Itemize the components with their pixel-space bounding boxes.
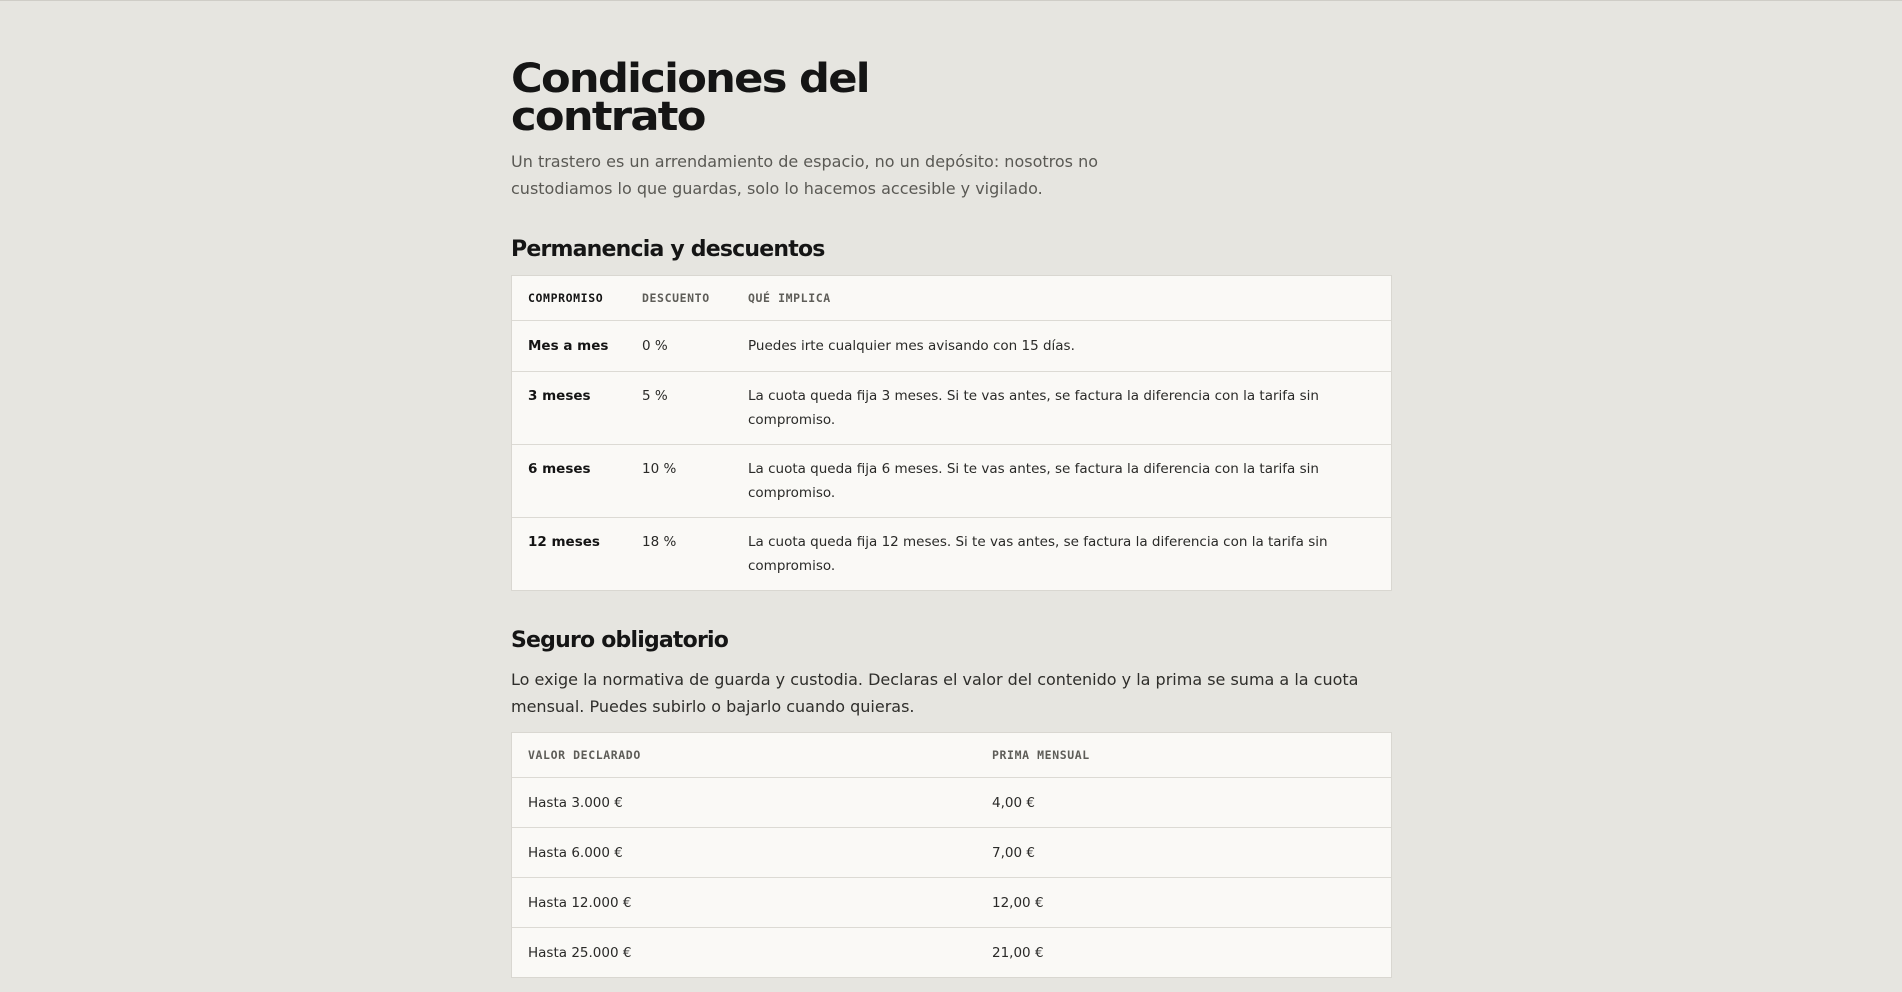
table-header-row	[512, 733, 1391, 778]
discount-cell: 18 %	[642, 534, 677, 550]
intro-text: Un trastero es un arrendamiento de espacio, no un depósito: nosotros no custodiamos lo que guardas, solo lo hacemos accesible y vigilado.	[511, 152, 1098, 198]
insurance-title: Seguro obligatorio	[511, 628, 729, 653]
table-row	[512, 928, 1391, 978]
commitment-cell: 12 meses	[528, 534, 600, 550]
premium-cell: 21,00 €	[992, 944, 1044, 961]
meaning-cell: La cuota queda fija 6 meses. Si te vas antes, se factura la diferencia con la tarifa sin compromiso.	[732, 445, 1391, 518]
declared-value-cell: Hasta 25.000 €	[528, 944, 632, 961]
meaning-cell: Puedes irte cualquier mes avisando con 15 días.	[732, 321, 1391, 372]
insurance-table	[511, 732, 1392, 978]
column-header-discount: DESCUENTO	[626, 276, 732, 321]
column-header-declared-value: VALOR DECLARADO	[512, 733, 976, 778]
declared-value-cell: Hasta 6.000 €	[512, 828, 976, 878]
premium-cell: 7,00 €	[976, 828, 1391, 878]
table-row	[512, 878, 1391, 928]
column-header-monthly-premium: PRIMA MENSUAL	[976, 733, 1391, 778]
discount-cell: 5 %	[626, 372, 732, 445]
top-divider	[0, 0, 1902, 1]
page-title: Condiciones del contrato	[511, 56, 869, 140]
discount-cell: 0 %	[626, 321, 732, 372]
table-header-row	[512, 276, 1391, 321]
meaning-cell: La cuota queda fija 3 meses. Si te vas antes, se factura la diferencia con la tarifa sin compromiso.	[732, 372, 1391, 445]
table-row	[512, 372, 1391, 445]
declared-value-cell: Hasta 3.000 €	[512, 778, 976, 828]
table-row	[512, 321, 1391, 372]
permanence-title: Permanencia y descuentos	[511, 237, 825, 262]
table-row	[512, 828, 1391, 878]
table-row	[512, 445, 1391, 518]
declared-value-cell: Hasta 12.000 €	[512, 878, 976, 928]
permanence-table	[511, 275, 1392, 591]
table-row	[512, 518, 1391, 591]
discount-cell: 10 %	[626, 445, 732, 518]
commitment-cell: 3 meses	[512, 372, 626, 445]
column-header-commitment: COMPROMISO	[512, 276, 626, 321]
premium-cell: 4,00 €	[976, 778, 1391, 828]
premium-cell: 12,00 €	[976, 878, 1391, 928]
commitment-cell: Mes a mes	[512, 321, 626, 372]
commitment-cell: 6 meses	[512, 445, 626, 518]
contract-conditions	[511, 56, 1392, 978]
column-header-meaning: QUÉ IMPLICA	[732, 276, 1391, 321]
meaning-cell: La cuota queda fija 12 meses. Si te vas antes, se factura la diferencia con la tarifa sin compromiso.	[748, 534, 1328, 574]
table-row	[512, 778, 1391, 828]
insurance-description: Lo exige la normativa de guarda y custodia. Declaras el valor del contenido y la prima se suma a la cuota mensual. Puedes subirlo o bajarlo cuando quieras.	[511, 670, 1359, 716]
